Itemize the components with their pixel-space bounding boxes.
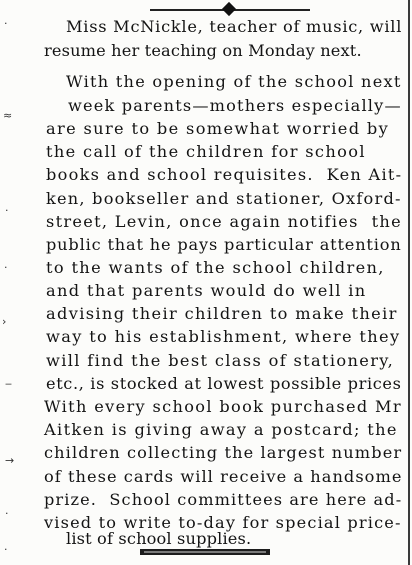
text-line: children collecting the largest number <box>44 443 403 462</box>
text-line: books and school requisites. Ken Ait- <box>46 165 403 184</box>
bottom-ornament-rule <box>140 547 270 557</box>
text-line: With the opening of the school next <box>66 72 402 91</box>
margin-speck-icon: · <box>4 543 8 556</box>
text-line: Miss McNickle, teacher of music, will <box>66 17 403 36</box>
text-line: and that parents would do well in <box>46 281 367 300</box>
margin-speck-icon: · <box>4 261 8 274</box>
text-line: advising their children to make their <box>46 304 398 323</box>
text-line: prize. School committees are here ad- <box>44 490 403 509</box>
text-line: list of school supplies. <box>66 529 252 548</box>
column-rule <box>408 0 410 565</box>
text-line: to the wants of the school children, <box>46 258 385 277</box>
top-ornament-rule <box>150 6 310 14</box>
text-line: street, Levin, once again notifies the <box>46 212 402 231</box>
margin-speck-icon: · <box>5 507 9 520</box>
margin-speck-icon: → <box>5 454 15 467</box>
text-line: way to his establishment, where they <box>46 327 401 346</box>
text-line: Aitken is giving away a postcard; the <box>44 420 398 439</box>
text-line: resume her teaching on Monday next. <box>44 41 362 60</box>
text-line: ken, bookseller and stationer, Oxford- <box>46 189 402 208</box>
text-line: will find the best class of stationery, <box>46 351 395 370</box>
text-line: the call of the children for school <box>46 142 366 161</box>
margin-speck-icon: ‧ <box>4 17 8 30</box>
margin-speck-icon: ‒ <box>5 377 12 390</box>
text-line: week parents—mothers especially— <box>68 96 402 115</box>
text-line: With every school book purchased Mr <box>44 397 402 416</box>
diamond-ornament-icon <box>222 2 236 16</box>
ornament-bar-highlight <box>144 551 266 553</box>
text-line: of these cards will receive a handsome <box>44 467 403 486</box>
margin-speck-icon: · <box>5 204 9 217</box>
text-line: public that he pays particular attention <box>46 235 402 254</box>
margin-speck-icon: › <box>2 315 7 328</box>
text-line: vised to write to-day for special price- <box>44 513 402 532</box>
margin-speck-icon: ≈ <box>3 109 13 122</box>
text-line: are sure to be somewhat worried by <box>46 119 390 138</box>
text-line: etc., is stocked at lowest possible prices <box>46 374 402 393</box>
